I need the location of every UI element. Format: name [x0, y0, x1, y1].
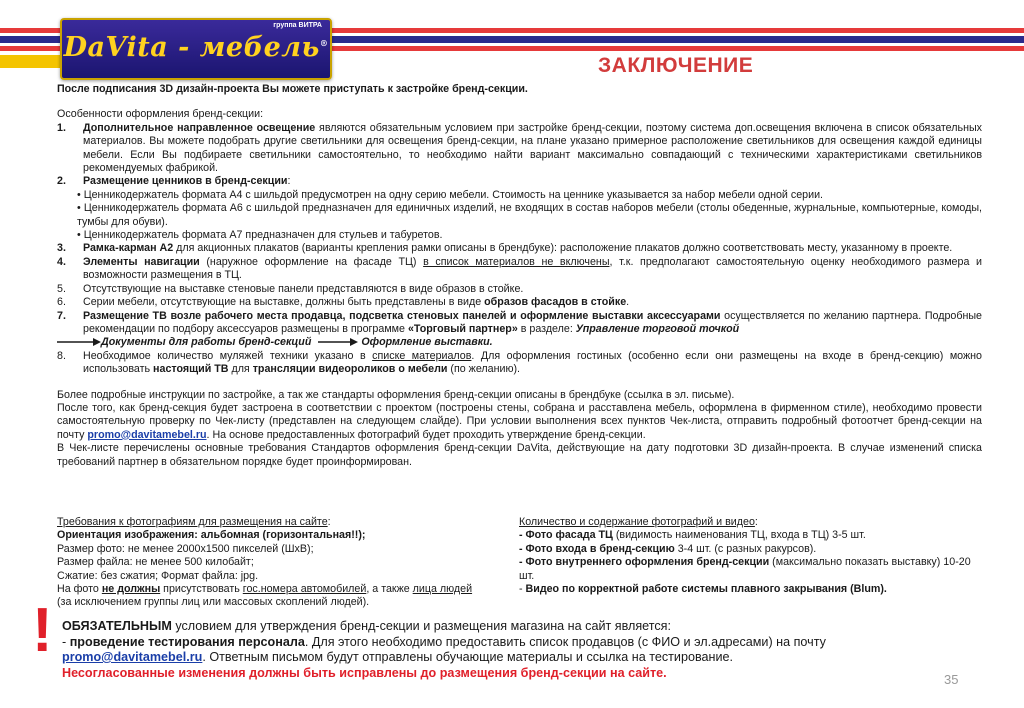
photo-requirements — [57, 516, 982, 610]
section-title: ЗАКЛЮЧЕНИЕ — [598, 54, 754, 77]
exclamation-icon: ! — [32, 596, 53, 665]
item-text: являются обязательным условием при застройке бренд-секции, поэтому система доп.освещения включена в список обязательных материалов. Вы можете подобрать другие светильники для освещения бренд-секции, на плане указано примерное расположение светильников для освещения каждой единицы мебели. Если Вы подбираете светильники самостоятельно, то необходимо найти вариант максимально совпадающий с техническими характеристиками светильников рекомендуемых фабрикой. — [83, 121, 982, 175]
mandatory-notice — [62, 619, 942, 681]
paragraph-text: . На основе предоставленных фотографий будет проходить утверждение бренд-секции. — [206, 428, 646, 441]
photo-facade: - Фото фасада ТЦ (видимость наименования ТЦ, входа в ТЦ) 3-5 шт. — [519, 529, 866, 542]
item-bold: Дополнительное направленное освещение — [83, 121, 316, 134]
program-name: «Торговый партнер» — [407, 322, 518, 335]
price-holder-a6: • Ценникодержатель формата А6 с шильдой предназначен для единичных изделий, не входящих в состав наборов мебели (столы обеденные, журнальные, компьютерные, комоды, тумбы для обуви). — [77, 202, 982, 228]
right-column — [519, 516, 982, 610]
page-number: 35 — [944, 672, 959, 687]
menu-path-line — [57, 336, 982, 349]
paragraph-brandbook: Более подробные инструкции по застройке, а так же стандарты оформления бренд-секции описаны в брендбуке (ссылка в эл. письме). — [57, 388, 735, 401]
left-column — [57, 516, 519, 610]
list-item-2 — [57, 175, 982, 188]
paragraph-standards: В Чек-листе перечислены основные требования Стандартов оформления бренд-секции DaVita, действующие на дату подготовки 3D дизайн-проекта. В случае изменений списка требований партнер в обязательном порядке будет проинформирован. — [57, 442, 982, 468]
paragraph-text: После того, как бренд-секция будет застроена в соответствии с проектом (построены стены, собрана и расставлена мебель, оформлена в фирменном стиле), необходимо провести самостоятельную проверку по Чек-листу (представлен на следующем слайде). При условии выполнения всех пунктов Чек-листа, отправить подробный фотоотчет бренд-секции на почту — [57, 401, 982, 441]
file-requirement: Размер файла: не менее 500 килобайт; — [57, 556, 254, 569]
item-number: 1. — [57, 121, 66, 134]
item-bold: Размещение ТВ возле рабочего места продавца, подсветка стеновых панелей и оформление выставки аксессуарами — [83, 309, 721, 322]
features-heading: Особенности оформления бренд-секции: — [57, 108, 264, 121]
list-item-5 — [57, 283, 982, 296]
logo-subtitle: группа ВИТРА — [273, 22, 322, 29]
item-text: , т.к. предполагают самостоятельную оценку необходимого размера и возможности размещения в ТЦ. — [83, 255, 982, 282]
menu-path-3: Оформление выставки. — [361, 336, 493, 349]
item-text: осуществляется по желанию партнера. Подробные рекомендации по подбору аксессуаров размещены в программе — [83, 309, 982, 335]
list-item-4 — [57, 256, 982, 283]
item-text: Необходимое количество муляжей техники указано в — [83, 349, 373, 362]
notice-line-3: promo@davitamebel.ru. Ответным письмом будут отправлены обучающие материалы и ссылка на тестирование. — [62, 650, 733, 664]
item-text: для — [228, 363, 253, 376]
item-bold: трансляции видеороликов о мебели — [252, 363, 448, 376]
price-holder-a7: • Ценникодержатель формата А7 предназначен для стульев и табуретов. — [77, 229, 443, 242]
item-text: (по желанию). — [447, 363, 521, 376]
item-text: Отсутствующие на выставке стеновые панели представляются в виде образов в стойке. — [83, 282, 524, 295]
email-link[interactable]: promo@davitamebel.ru — [62, 650, 203, 664]
compress-requirement: Сжатие: без сжатия; Формат файла: jpg. — [57, 569, 259, 582]
menu-path-2: Документы для работы бренд-секций — [101, 336, 312, 349]
menu-path-1: Управление торговой точкой — [575, 322, 740, 335]
size-requirement: Размер фото: не менее 2000х1500 пикселей (ШхВ); — [57, 542, 314, 555]
item-number: 8. — [57, 349, 66, 362]
item-text: для акционных плакатов (варианты крепления рамки описаны в брендбуке): расположение плакатов должно соответствовать месту, указанному в проекте. — [173, 242, 953, 255]
list-item-1 — [57, 122, 982, 176]
intro-text: После подписания 3D дизайн-проекта Вы можете приступать к застройке бренд-секции. — [57, 83, 528, 95]
item-number: 6. — [57, 296, 66, 309]
list-item-3 — [57, 242, 982, 255]
paragraph-checklist — [57, 402, 982, 442]
arrow-right-icon — [314, 337, 358, 347]
arrow-right-icon — [57, 337, 101, 347]
notice-line-1: ОБЯЗАТЕЛЬНЫМ условием для утверждения бренд-секции и размещения магазина на сайт является: — [62, 619, 671, 633]
davita-logo — [60, 18, 332, 80]
notice-line-2: - проведение тестирования персонала. Для этого необходимо предоставить список продавцов (с ФИО и эл.адресами) на почту — [62, 634, 826, 649]
orientation-requirement: Ориентация изображения: альбомная (горизонтальная!!); — [57, 529, 366, 542]
email-link[interactable]: promo@davitamebel.ru — [87, 428, 207, 441]
left-heading: Требования к фотографиям для размещения на сайте: — [57, 516, 331, 528]
item-number: 4. — [57, 255, 66, 268]
item-bold: образов фасадов в стойке — [484, 296, 627, 309]
photo-entrance: - Фото входа в бренд-секцию 3-4 шт. (с разных ракурсов). — [519, 542, 817, 555]
notice-warning: Несогласованные изменения должны быть исправлены до размещения бренд-секции на сайте. — [62, 665, 667, 680]
item-number: 5. — [57, 282, 66, 295]
photo-interior: - Фото внутреннего оформления бренд-секции (максимально показать выставку) 10-20 шт. — [519, 556, 971, 582]
video-blum: - Видео по корректной работе системы плавного закрывания (Blum). — [519, 583, 887, 596]
item-number: 2. — [57, 175, 66, 188]
list-item-6 — [57, 296, 982, 309]
item-number: 3. — [57, 242, 66, 255]
list-item-7 — [57, 310, 982, 337]
item-text: . Для оформления гостиных (особенно если они размещены на входе в бренд-секцию) можно использовать — [83, 349, 983, 376]
item-underlined: списке материалов — [372, 349, 472, 362]
item-bold: Рамка-карман А2 — [83, 242, 174, 255]
item-text: (наружное оформление на фасаде ТЦ) — [199, 255, 424, 268]
item-text: . — [626, 296, 630, 309]
content-restriction: На фото не должны присутствовать гос.номера автомобилей, а также лица людей (за исключением группы лиц или массовых скоплений людей). — [57, 583, 473, 609]
item-bold: Размещение ценников в бренд-секции — [83, 175, 288, 188]
item-underlined: в список материалов не включены — [423, 255, 610, 268]
item-colon: : — [287, 175, 291, 188]
main-content — [57, 83, 982, 469]
price-holder-a4: • Ценникодержатель формата А4 с шильдой предусмотрен на одну серию мебели. Стоимость на ценнике указывается за набор мебели одной серии. — [77, 188, 824, 201]
item-number: 7. — [57, 309, 66, 322]
right-heading: Количество и содержание фотографий и видео: — [519, 516, 758, 528]
item-bold: Элементы навигации — [83, 255, 200, 268]
item-text: в разделе: — [517, 322, 576, 335]
logo-text: DaVita - мебель® — [63, 32, 329, 63]
item-bold: настоящий ТВ — [153, 363, 229, 376]
list-item-8 — [57, 350, 982, 377]
logo-reg-mark: ® — [319, 38, 329, 48]
item-text: Серии мебели, отсутствующие на выставке, должны быть представлены в виде — [83, 296, 485, 309]
